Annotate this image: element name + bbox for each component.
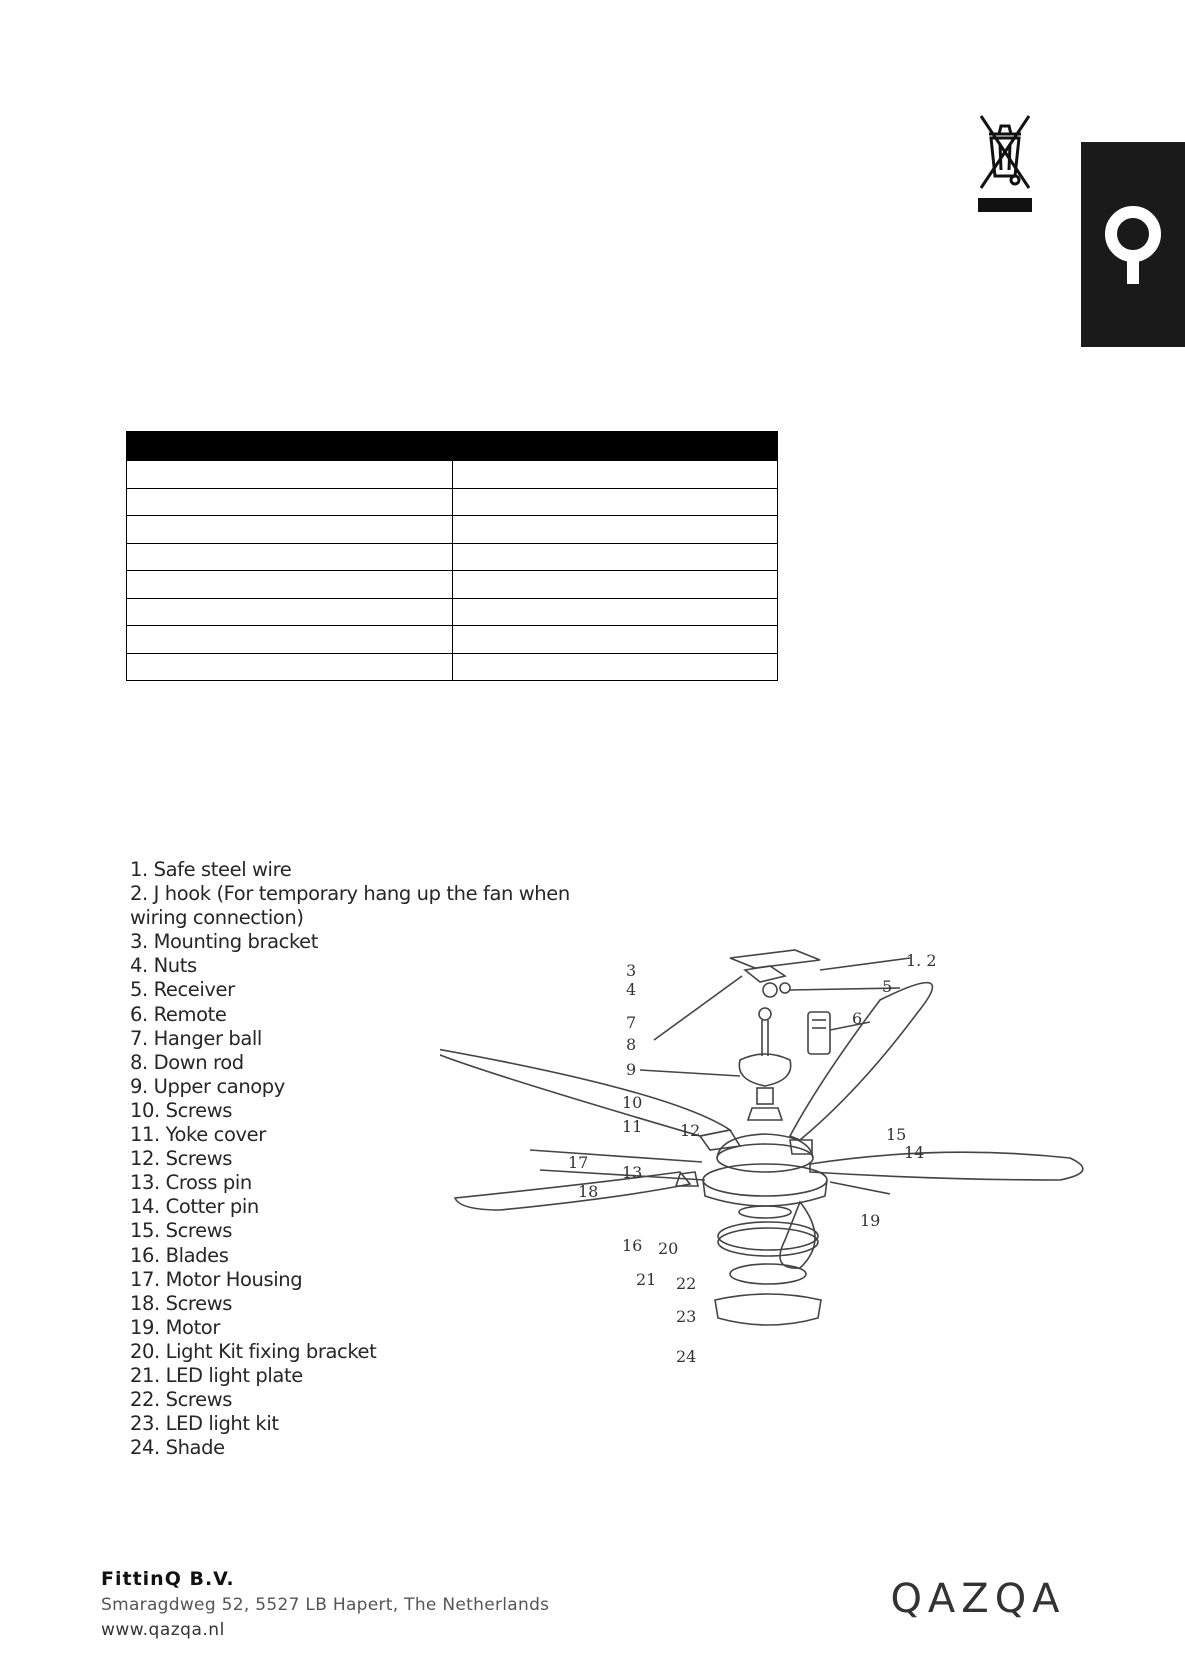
- company-info: [101, 1568, 549, 1640]
- weee-disposal-icon: [975, 112, 1035, 212]
- qazqa-logo: [868, 1572, 1088, 1622]
- list-item: 23. LED light kit: [130, 1412, 279, 1436]
- hanger-ball-shape: [759, 1008, 771, 1020]
- diagram-label: 5: [882, 977, 893, 996]
- spec-cell: [127, 571, 453, 599]
- list-item: 2. J hook (For temporary hang up the fan when: [130, 882, 570, 906]
- diagram-label: 11: [622, 1117, 643, 1136]
- diagram-label: 3: [626, 961, 637, 980]
- led-light-plate-shape: [718, 1222, 818, 1250]
- list-item: 8. Down rod: [130, 1050, 244, 1074]
- list-item: 9. Upper canopy: [130, 1074, 285, 1098]
- logo-text: QAZQA: [890, 1576, 1066, 1622]
- blade-shape: [790, 983, 932, 1140]
- list-item: 11. Yoke cover: [130, 1123, 266, 1147]
- motor-housing-shape: [717, 1144, 813, 1172]
- spec-table-header: [127, 432, 778, 461]
- table-row: [127, 571, 778, 599]
- list-item: 15. Screws: [130, 1219, 233, 1243]
- diagram-label: 12: [680, 1121, 701, 1140]
- spec-cell: [127, 461, 453, 489]
- diagram-label: 9: [626, 1060, 637, 1079]
- diagram-label: 14: [904, 1143, 925, 1162]
- diagram-label: 17: [568, 1153, 589, 1172]
- list-item: 4. Nuts: [130, 954, 197, 978]
- list-item: 6. Remote: [130, 1002, 227, 1026]
- spec-cell: [127, 516, 453, 544]
- table-row: [127, 543, 778, 571]
- spec-cell: [452, 543, 778, 571]
- list-item: 16. Blades: [130, 1243, 229, 1267]
- diagram-label: 8: [626, 1035, 637, 1054]
- diagram-label: 19: [860, 1211, 881, 1230]
- list-item: 3. Mounting bracket: [130, 930, 318, 954]
- spec-cell: [452, 571, 778, 599]
- spec-cell: [127, 598, 453, 626]
- diagram-label: 24: [676, 1347, 697, 1366]
- spec-header-cell: [127, 432, 453, 461]
- spec-table: [126, 431, 778, 681]
- list-item: 1. Safe steel wire: [130, 858, 292, 881]
- list-item: 13. Cross pin: [130, 1171, 252, 1195]
- diagram-label: 7: [626, 1013, 637, 1032]
- diagram-label: 23: [676, 1307, 697, 1326]
- spec-cell: [127, 653, 453, 681]
- company-address: Smaragdweg 52, 5527 LB Hapert, The Netherlands: [101, 1595, 550, 1615]
- list-item: 21. LED light plate: [130, 1363, 303, 1387]
- spec-cell: [452, 461, 778, 489]
- exploded-fan-diagram: [440, 940, 1140, 1380]
- diagram-label: 18: [578, 1182, 599, 1201]
- diagram-label: 20: [658, 1239, 679, 1258]
- list-item: 10. Screws: [130, 1098, 233, 1122]
- table-row: [127, 516, 778, 544]
- list-item: 7. Hanger ball: [130, 1026, 262, 1050]
- table-row: [127, 626, 778, 654]
- list-item: 19. Motor: [130, 1315, 220, 1339]
- spec-cell: [452, 516, 778, 544]
- diagram-labels: [568, 951, 937, 1366]
- diagram-label: 13: [622, 1163, 643, 1182]
- motor-shape: [703, 1164, 827, 1196]
- led-light-kit-shape: [730, 1264, 806, 1284]
- spec-cell: [452, 626, 778, 654]
- spec-header-cell: [452, 432, 778, 461]
- diagram-label: 10: [622, 1093, 643, 1112]
- diagram-label: 4: [626, 980, 637, 999]
- diagram-label: 16: [622, 1236, 643, 1255]
- qazqa-q-icon: [1101, 204, 1165, 294]
- spec-cell: [452, 488, 778, 516]
- list-item: 17. Motor Housing: [130, 1267, 303, 1291]
- list-item: wiring connection): [130, 906, 304, 930]
- spec-cell: [452, 653, 778, 681]
- company-website: www.qazqa.nl: [101, 1620, 225, 1640]
- diagram-label: 1. 2: [906, 951, 937, 970]
- diagram-label: 15: [886, 1125, 907, 1144]
- company-name: FittinQ B.V.: [101, 1568, 235, 1590]
- table-row: [127, 653, 778, 681]
- diagram-label: 21: [636, 1270, 657, 1289]
- diagram-label: 22: [676, 1274, 697, 1293]
- list-item: 22. Screws: [130, 1388, 233, 1412]
- upper-canopy-shape: [739, 1054, 790, 1086]
- brand-tab: [1081, 142, 1185, 347]
- spec-cell: [452, 598, 778, 626]
- mounting-bracket-shape: [730, 950, 820, 968]
- table-row: [127, 598, 778, 626]
- table-row: [127, 488, 778, 516]
- fan-drawing: [440, 950, 1083, 1325]
- table-row: [127, 461, 778, 489]
- spec-cell: [127, 488, 453, 516]
- spec-cell: [127, 543, 453, 571]
- list-item: 5. Receiver: [130, 978, 235, 1002]
- blade-shape: [810, 1152, 1083, 1180]
- list-item: 20. Light Kit fixing bracket: [130, 1339, 377, 1363]
- list-item: 18. Screws: [130, 1291, 233, 1315]
- shade-shape: [715, 1294, 821, 1325]
- spec-cell: [127, 626, 453, 654]
- diagram-label: 6: [852, 1009, 863, 1028]
- remote-shape: [808, 1012, 830, 1054]
- list-item: 12. Screws: [130, 1147, 233, 1171]
- list-item: 14. Cotter pin: [130, 1195, 259, 1219]
- list-item: 24. Shade: [130, 1436, 225, 1460]
